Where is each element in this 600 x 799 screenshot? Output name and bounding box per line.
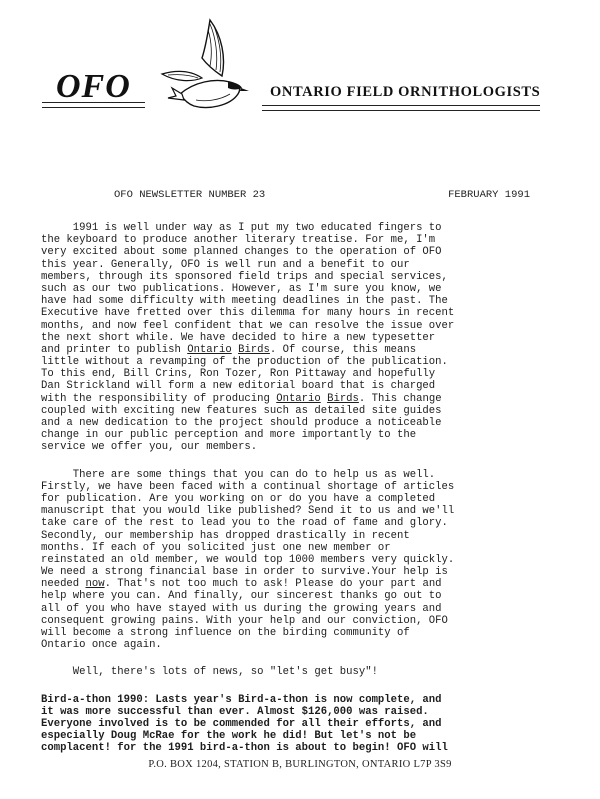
paragraph-help-request <box>41 469 543 652</box>
footer-address: P.O. BOX 1204, STATION B, BURLINGTON, ONTARIO L7P 3S9 <box>148 759 452 770</box>
text-line: with the responsibility of producing Ontario Birds. This change <box>41 392 442 405</box>
text-line: very excited about some planned changes to the operation of OFO <box>41 246 442 259</box>
org-name-underline <box>262 105 540 111</box>
ontario-birds-title: Ontario <box>276 392 321 405</box>
text-line: months, and now feel confident that we can resolve the issue over <box>41 319 455 332</box>
text-line: Dan Strickland will form a new editorial board that is charged <box>41 380 436 393</box>
ofo-logo-text: OFO <box>56 68 131 105</box>
text-line: such as our two publications. However, as I'm sure you know, we <box>41 282 442 295</box>
text-line: Bird-a-thon 1990: Lasts year's Bird-a-thon is now complete, and <box>41 693 442 706</box>
text-line: for publication. Are you working on or do you have a completed <box>41 492 436 505</box>
newsletter-header <box>114 189 530 201</box>
text-line: members, through its sponsored field trips and special services, <box>41 270 448 283</box>
paragraph-intro <box>41 222 543 454</box>
text-line: Everyone involved is to be commended for all their efforts, and <box>41 717 442 730</box>
text-line: this year. Generally, OFO is well run and a benefit to our <box>41 258 410 271</box>
text-line: consequent growing pains. With your help and our conviction, OFO <box>41 614 448 627</box>
text-line: service we offer you, our members. <box>41 441 258 454</box>
text-line: Ontario once again. <box>41 639 162 652</box>
now-emphasis: now <box>85 578 105 591</box>
text-line: it was more successful than ever. Almost $126,000 was raised. <box>41 705 429 718</box>
text-line: months. If each of you solicited just one new member or <box>41 541 391 554</box>
text-line: manuscript that you would like published? Send it to us and we'll <box>41 505 455 518</box>
text-line: Executive have fretted over this dilemma for many hours in recent <box>41 307 455 320</box>
text-line: and printer to publish Ontario Birds. Of course, this means <box>41 343 417 356</box>
logo-underline <box>42 102 145 108</box>
ontario-birds-title: Birds <box>238 343 270 356</box>
masthead <box>0 0 600 120</box>
text-line: needed now. That's not too much to ask! Please do your part and <box>41 578 442 591</box>
text-line: coupled with exciting new features such as detailed site guides <box>41 404 442 417</box>
text-line: Well, there's lots of news, so "let's get busy"! <box>41 666 378 679</box>
newsletter-body <box>41 222 543 755</box>
text-line: the keyboard to produce another literary treatise. For me, I'm <box>41 234 436 247</box>
text-line: reinstated an old member, we would top 1000 members very quickly. <box>41 553 455 566</box>
text-line: especially Doug McRae for the work he did! But let's not be <box>41 730 417 743</box>
text-line: complacent! for the 1991 bird-a-thon is about to begin! OFO will <box>41 742 448 755</box>
paragraph-get-busy <box>41 666 543 678</box>
text-line: have had some difficulty with meeting deadlines in the past. The <box>41 295 448 308</box>
text-line: take care of the rest to lead you to the road of fame and glory. <box>41 517 448 530</box>
text-line: Secondly, our membership has dropped drastically in recent <box>41 529 410 542</box>
text-line: To this end, Bill Crins, Ron Tozer, Ron Pittaway and hopefully <box>41 368 436 381</box>
text-line: the next short while. We have decided to hire a new typesetter <box>41 331 436 344</box>
text-line: Firstly, we have been faced with a continual shortage of articles <box>41 480 455 493</box>
text-line: There are some things that you can do to help us as well. <box>41 468 436 481</box>
ontario-birds-title: Ontario <box>187 343 232 356</box>
newsletter-date: FEBRUARY 1991 <box>448 189 530 201</box>
organization-name: ONTARIO FIELD ORNITHOLOGISTS <box>270 84 541 100</box>
newsletter-number: OFO NEWSLETTER NUMBER 23 <box>114 189 266 201</box>
text-line: will become a strong influence on the birding community of <box>41 627 410 639</box>
text-line: and a new dedication to the project should produce a noticeable <box>41 417 442 429</box>
text-line: all of you who have stayed with us during the growing years and <box>41 602 442 615</box>
text-line: little without a revamping of the production of the publication. <box>41 356 448 369</box>
text-line: help where you can. And finally, our sincerest thanks go out to <box>41 590 442 603</box>
bird-in-flight-icon <box>150 12 250 116</box>
ontario-birds-title: Birds <box>327 392 359 405</box>
text-line: 1991 is well under way as I put my two educated fingers to <box>41 222 442 234</box>
text-line: change in our public perception and more importantly to the <box>41 429 417 442</box>
paragraph-bird-a-thon <box>41 694 543 755</box>
text-line: We need a strong financial base in order to survive.Your help is <box>41 566 448 579</box>
